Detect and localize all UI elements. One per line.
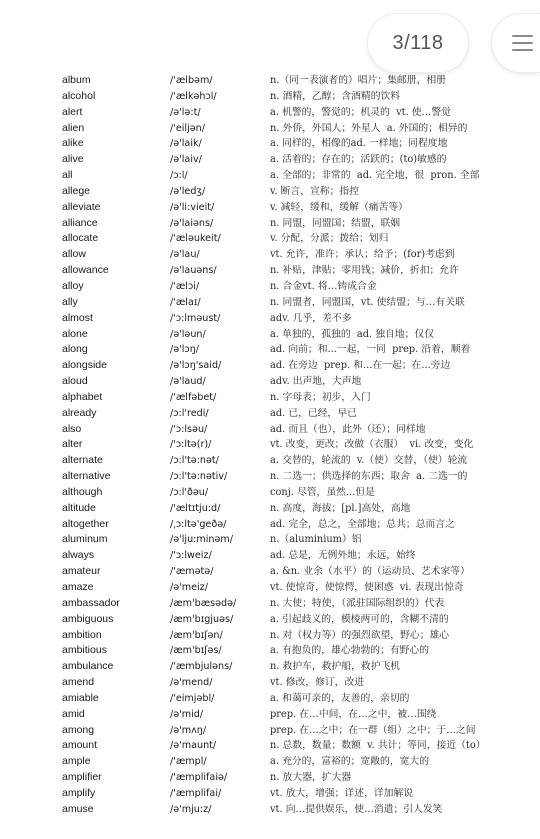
vocab-entry [0, 786, 540, 802]
entry-definition: a. 交替的，轮流的 v.（使）交替，（使）轮流 [270, 455, 468, 467]
entry-definition: n. 放大器，扩大器 [270, 772, 352, 784]
entry-phonetic: /ɔ:l/ [170, 170, 188, 182]
entry-word: amend [62, 676, 95, 689]
entry-phonetic: /ə'li:vieit/ [170, 201, 215, 213]
entry-phonetic: /ə'laiəns/ [170, 217, 214, 229]
vocab-entry [0, 152, 540, 168]
entry-definition: n. 酒精，乙醇；含酒精的饮料 [270, 90, 401, 102]
vocab-entry [0, 738, 540, 754]
entry-word: also [62, 422, 82, 435]
vocab-entry [0, 184, 540, 200]
entry-word: all [62, 169, 73, 182]
entry-phonetic: /'ælfəbet/ [170, 391, 217, 403]
vocab-entry [0, 200, 540, 216]
entry-word: allow [62, 248, 86, 261]
entry-phonetic: /'ælbəm/ [170, 75, 213, 86]
entry-word: ambiguous [62, 612, 114, 625]
entry-phonetic: /ə'lə:t/ [170, 106, 201, 118]
vocab-entry [0, 216, 540, 232]
entry-word: ambassador [62, 596, 120, 609]
entry-definition: n. 字母表；初步，入门 [270, 391, 371, 403]
entry-definition: a. 机警的，警觉的；机灵的 vt. 使…警觉 [270, 106, 451, 118]
entry-word: alter [62, 438, 83, 451]
entry-phonetic: /'ɔ:lməust/ [170, 312, 221, 324]
entry-word: already [62, 406, 97, 419]
entry-word: always [62, 549, 95, 562]
entry-definition: a. 同样的，相像的ad. 一样地；同程度地 [270, 138, 448, 150]
entry-word: among [62, 723, 95, 736]
vocab-entry [0, 121, 540, 137]
entry-definition: n. 总数，数量；数额 v. 共计；等同，接近（to） [270, 740, 486, 752]
entry-definition: vt. 修改，修订，改进 [270, 677, 365, 689]
entry-word: alloy [62, 279, 84, 292]
vocab-entry [0, 279, 540, 295]
entry-definition: v. 分配，分派；拨给；划归 [270, 233, 389, 245]
vocab-entry [0, 406, 540, 422]
entry-definition: n. 合金vt. 将…铸成合金 [270, 280, 377, 292]
hamburger-menu-icon[interactable] [512, 34, 533, 52]
entry-definition: ad. 已，已经，早已 [270, 407, 357, 419]
vocab-entry [0, 327, 540, 343]
vocab-entry [0, 469, 540, 485]
vocab-entry [0, 168, 540, 184]
entry-word: ambitious [62, 644, 107, 657]
entry-word: altitude [62, 501, 96, 514]
vocab-entry [0, 295, 540, 311]
entry-definition: a. 引起歧义的，模棱两可的，含糊不清的 [270, 613, 449, 625]
entry-definition: n. 同盟，同盟国；结盟，联姻 [270, 217, 401, 229]
entry-word: alleviate [62, 200, 101, 213]
entry-word: ample [62, 755, 91, 768]
entry-phonetic: /ə'lɔŋ/ [170, 344, 200, 356]
entry-word: alliance [62, 216, 98, 229]
vocab-entry [0, 580, 540, 596]
entry-word: although [62, 485, 103, 498]
vocab-entry [0, 437, 540, 453]
entry-definition: ad. 总是，无例外地；永远，始终 [270, 550, 416, 562]
entry-phonetic: /'æmplifai/ [170, 787, 222, 799]
entry-definition: n. 对（权力等）的强烈欲望，野心；雄心 [270, 629, 450, 641]
entry-definition: vt. 向…提供娱乐，使…消遣；引人发笑 [270, 803, 443, 815]
entry-phonetic: /ə'meiz/ [170, 582, 208, 593]
entry-word: alien [62, 121, 85, 134]
entry-phonetic: /'æmətə/ [170, 566, 214, 578]
entry-word: amplify [62, 786, 96, 799]
entry-word: amiable [62, 691, 99, 704]
entry-phonetic: /'eiljən/ [170, 122, 205, 134]
vocab-entry [0, 675, 540, 691]
vocab-entry [0, 707, 540, 723]
entry-phonetic: /ə'maunt/ [170, 740, 217, 752]
entry-word: amid [62, 707, 85, 720]
entry-definition: ad. 在旁边 prep. 和...在一起；在...旁边 [270, 360, 451, 372]
entry-word: altogether [62, 517, 109, 530]
entry-definition: a. 单独的，孤独的 ad. 独自地；仅仅 [270, 328, 434, 340]
vocab-entry [0, 342, 540, 358]
vocab-entry [0, 501, 540, 517]
entry-definition: a. 有抱负的，雄心勃勃的；有野心的 [270, 645, 430, 657]
vocab-entry [0, 754, 540, 770]
entry-definition: n. 大使；特使，（派驻国际组织的）代表 [270, 597, 445, 609]
entry-phonetic: /ə'mju:z/ [170, 803, 212, 815]
vocab-entry [0, 453, 540, 469]
vocab-entry [0, 485, 540, 501]
entry-definition: n. 二选一；供选择的东西；取舍 a. 二选一的 [270, 471, 468, 483]
entry-word: allocate [62, 232, 99, 245]
entry-definition: v. 减轻，缓和，缓解（痛苦等） [270, 201, 408, 213]
entry-phonetic: /'ælɔi/ [170, 280, 200, 292]
vocab-entry [0, 263, 540, 279]
vocab-entry [0, 390, 540, 406]
entry-phonetic: /æm'bɪʃən/ [170, 629, 223, 641]
vocab-entry [0, 517, 540, 533]
vocab-entry [0, 231, 540, 247]
entry-word: amplifier [62, 771, 102, 784]
entry-phonetic: /ə'lɔŋ'said/ [170, 360, 222, 372]
entry-definition: conj. 尽管，虽然...但是 [270, 486, 375, 498]
vocab-entry [0, 596, 540, 612]
vocab-entry [0, 628, 540, 644]
vocab-entry [0, 659, 540, 675]
entry-phonetic: /ɔ:l'tə:nətiv/ [170, 471, 228, 483]
vocab-entry [0, 612, 540, 628]
entry-phonetic: /ə'mʌŋ/ [170, 724, 207, 736]
vocab-entry [0, 643, 540, 659]
vocab-entry [0, 105, 540, 121]
entry-phonetic: /'æmpl/ [170, 756, 207, 768]
entry-phonetic: /ə'mend/ [170, 677, 213, 689]
entry-word: album [62, 74, 91, 86]
vocab-entry [0, 89, 540, 105]
entry-definition: n.（aluminium）铝 [270, 534, 362, 546]
entry-definition: n. 高度，海拔；[pl.]高处，高地 [270, 502, 411, 514]
entry-definition: prep. 在…中间，在…之中，被…围绕 [270, 708, 437, 720]
entry-phonetic: /ə'laik/ [170, 138, 202, 150]
entry-definition: a. 和蔼可亲的，友善的，亲切的 [270, 692, 410, 704]
vocab-entry [0, 532, 540, 548]
vocab-entry [0, 73, 540, 89]
entry-definition: a. 充分的，富裕的；宽敞的，宽大的 [270, 756, 430, 768]
entry-phonetic: /ə'ləun/ [170, 328, 206, 340]
entry-definition: n.（同一表演者的）唱片；集邮册，相册 [270, 75, 446, 86]
entry-word: ambition [62, 628, 102, 641]
vocab-entry [0, 247, 540, 263]
entry-definition: vt. 放大，增强；详述，详加解说 [270, 787, 414, 799]
entry-definition: a. 活着的；存在的；活跃的；(to)敏感的 [270, 154, 447, 166]
entry-word: along [62, 343, 88, 356]
entry-phonetic: /'ælkəhɔl/ [170, 90, 217, 102]
entry-phonetic: /ɔ:l'ðəu/ [170, 486, 209, 498]
vocab-entry [0, 691, 540, 707]
entry-phonetic: /'æmbjuləns/ [170, 661, 233, 673]
vocab-entry [0, 422, 540, 438]
entry-definition: vt. 使惊奇，使惊愕，使困惑 vi. 表现出惊奇 [270, 582, 464, 593]
entry-word: alone [62, 327, 88, 340]
entry-definition: n. 补贴，津贴；零用钱；减价，折扣；允许 [270, 265, 459, 277]
entry-phonetic: /ˌɔ:ltə'geðə/ [170, 518, 227, 530]
entry-definition: adv. 出声地，大声地 [270, 376, 362, 388]
entry-word: alive [62, 153, 84, 166]
entry-word: alphabet [62, 390, 103, 403]
entry-phonetic: /ə'mid/ [170, 708, 204, 720]
entry-word: aloud [62, 375, 88, 388]
entry-definition: v. 断言，宣称；指控 [270, 185, 359, 197]
vocab-entry [0, 358, 540, 374]
entry-definition: ad. 向前；和...一起，一同 prep. 沿着，顺着 [270, 344, 471, 356]
entry-phonetic: /ə'lau/ [170, 249, 200, 261]
entry-definition: n. 外侨，外国人；外星人 a. 外国的；相异的 [270, 122, 468, 134]
entry-phonetic: /'æltɪtju:d/ [170, 502, 221, 514]
entry-definition: ad. 而且（也），此外（还）；同样地 [270, 423, 426, 435]
entry-definition: n. 同盟者，同盟国，vt. 使结盟；与…有关联 [270, 296, 465, 308]
entry-phonetic: /ə'lauəns/ [170, 265, 217, 277]
entry-definition: n. 救护车，救护船，救护飞机 [270, 661, 401, 673]
entry-word: alert [62, 105, 83, 118]
entry-word: almost [62, 311, 93, 324]
vocab-entry [0, 374, 540, 390]
entry-definition: a. 全部的；非常的 ad. 完全地，很 pron. 全部 [270, 170, 480, 182]
entry-phonetic: /æm'bæsədə/ [170, 597, 237, 609]
entry-definition: vt. 改变，更改；改做（衣服） vi. 改变，变化 [270, 439, 474, 451]
entry-word: amateur [62, 565, 101, 578]
entry-word: ally [62, 295, 78, 308]
entry-phonetic: /ɔ:l'redi/ [170, 407, 209, 419]
entry-word: aluminum [62, 533, 108, 546]
entry-definition: prep. 在…之中；在一群（组）之中；于…之间 [270, 724, 476, 736]
vocab-entry [0, 802, 540, 818]
entry-phonetic: /ə'lju:minəm/ [170, 534, 233, 546]
entry-phonetic: /'ɔ:lsəu/ [170, 423, 208, 435]
vocabulary-list [0, 73, 540, 818]
entry-definition: a. &n. 业余（水平）的（运动员、艺术家等） [270, 566, 470, 578]
entry-phonetic: /'æləukeit/ [170, 233, 221, 245]
entry-word: ambulance [62, 660, 114, 673]
vocab-entry [0, 770, 540, 786]
entry-phonetic: /ɔ:l'tə:nət/ [170, 455, 219, 467]
menu-button[interactable] [492, 14, 540, 72]
entry-phonetic: /æm'bɪgjuəs/ [170, 613, 234, 625]
entry-word: amaze [62, 581, 94, 593]
entry-word: alike [62, 137, 84, 150]
page-counter: 3/118 [392, 31, 444, 54]
entry-phonetic: /'eimjəbl/ [170, 692, 215, 704]
entry-definition: ad. 完全，总之，全部地；总共；总而言之 [270, 518, 455, 530]
entry-word: amount [62, 739, 98, 752]
entry-phonetic: /ə'laud/ [170, 376, 206, 388]
vocab-entry [0, 136, 540, 152]
entry-word: amuse [62, 802, 94, 815]
entry-definition: adv. 几乎，差不多 [270, 312, 352, 324]
entry-phonetic: /ə'ledʒ/ [170, 185, 206, 197]
page-indicator [368, 14, 468, 72]
entry-definition: vt. 允许，准许；承认；给予；(for)考虑到 [270, 249, 455, 261]
entry-word: allowance [62, 264, 109, 277]
vocab-entry [0, 311, 540, 327]
entry-word: alongside [62, 359, 107, 372]
entry-phonetic: /'ælaɪ/ [170, 296, 201, 308]
vocab-entry [0, 564, 540, 580]
entry-word: alternate [62, 454, 103, 467]
entry-phonetic: /'ɔ:lweiz/ [170, 550, 212, 562]
entry-word: alternative [62, 470, 111, 483]
entry-word: allege [62, 184, 91, 197]
entry-phonetic: /'ɔ:ltə(r)/ [170, 439, 212, 451]
entry-phonetic: /æm'bɪʃəs/ [170, 645, 222, 657]
entry-word: alcohol [62, 89, 96, 102]
entry-phonetic: /'æmplifaiə/ [170, 772, 228, 784]
vocab-entry [0, 723, 540, 739]
vocab-entry [0, 548, 540, 564]
entry-phonetic: /ə'laiv/ [170, 154, 202, 166]
